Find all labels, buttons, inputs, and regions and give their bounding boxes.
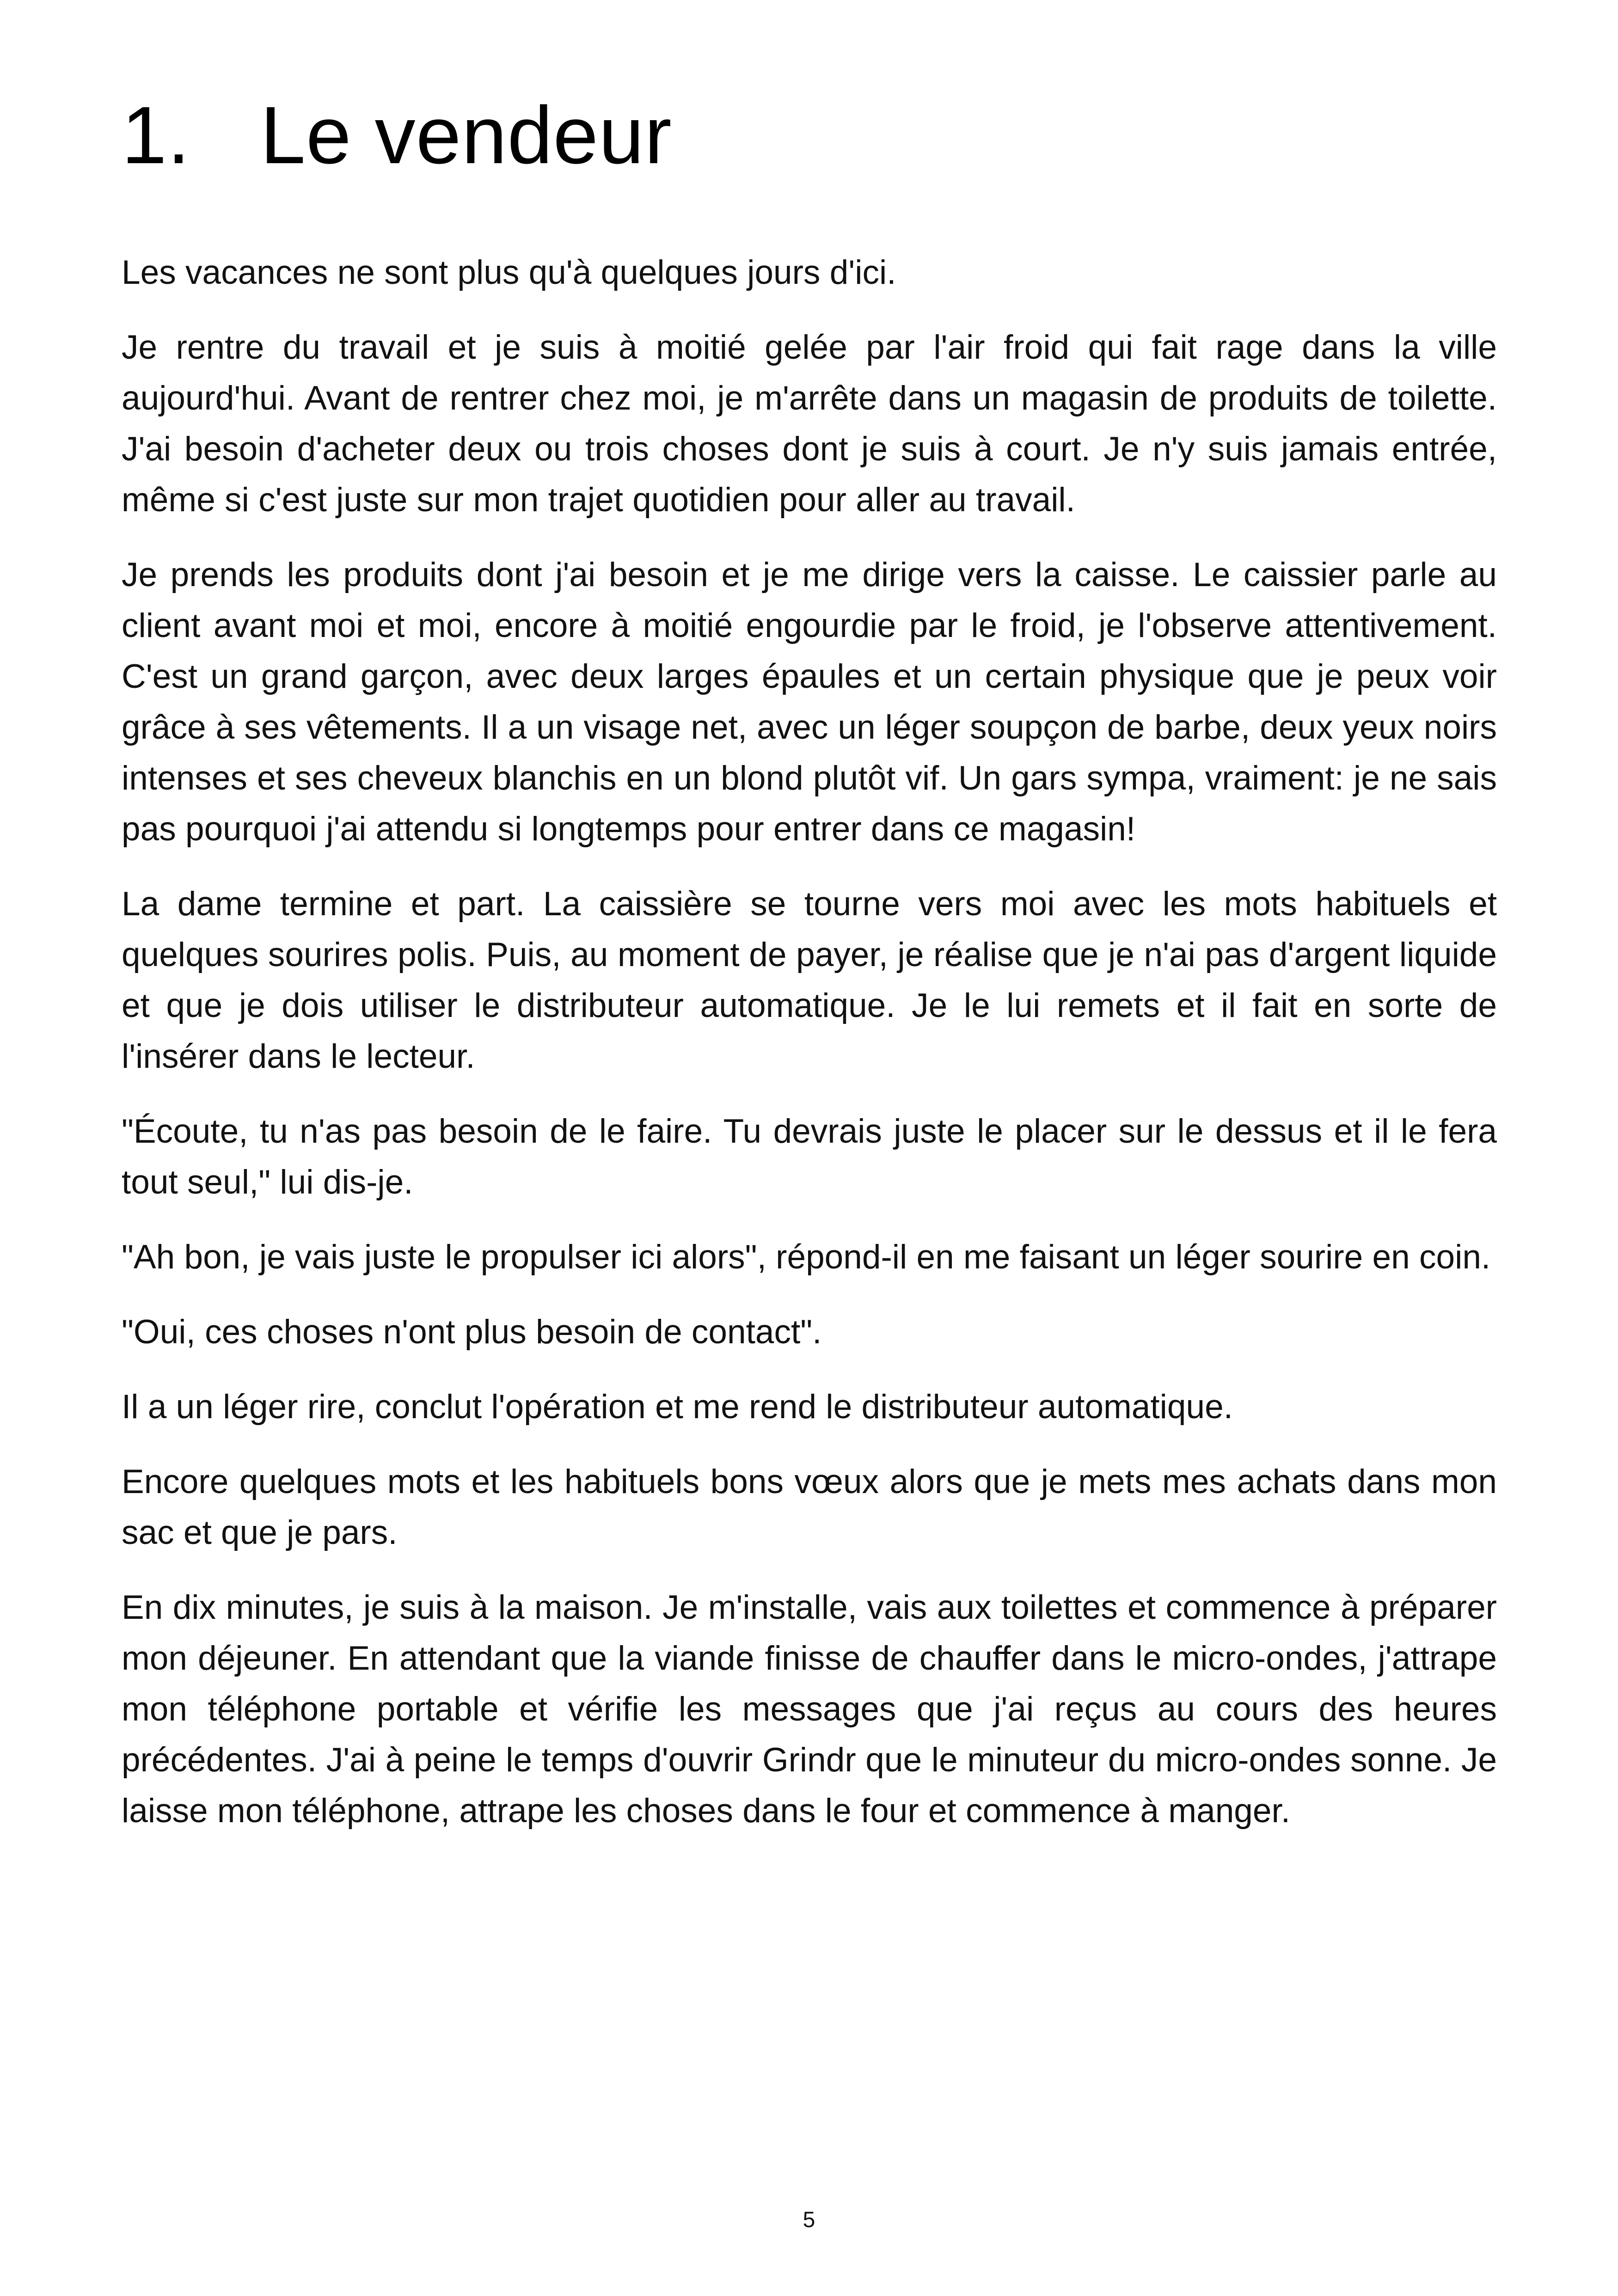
paragraph: "Oui, ces choses n'ont plus besoin de contact". — [122, 1313, 822, 1351]
paragraph: "Ah bon, je vais juste le propulser ici alors", répond-il en me faisant un léger sourire en coin. — [122, 1238, 1491, 1276]
paragraph: En dix minutes, je suis à la maison. Je m'installe, vais aux toilettes et commence à préparer mon déjeuner. En attendant que la viande finisse de chauffer dans le micro-ondes, j'attrape mon téléphone portable et vérifie les messages que j'ai reçus au cours des heures précédentes. J'ai à peine le temps d'ouvrir Grindr que le minuteur du micro-ondes sonne. Je laisse mon téléphone, attrape les choses dans le four et commence à manger. — [122, 1589, 1497, 1830]
chapter-body — [122, 247, 1497, 1861]
paragraph: Je rentre du travail et je suis à moitié gelée par l'air froid qui fait rage dans la ville aujourd'hui. Avant de rentrer chez moi, je m'arrête dans un magasin de produits de toilette. J'ai besoin d'acheter deux ou trois choses dont je suis à court. Je n'y suis jamais entrée, même si c'est juste sur mon trajet quotidien pour aller au travail. — [122, 329, 1497, 519]
paragraph: "Écoute, tu n'as pas besoin de le faire. Tu devrais juste le placer sur le dessus et il le fera tout seul," lui dis-je. — [122, 1113, 1497, 1201]
paragraph: Encore quelques mots et les habituels bons vœux alors que je mets mes achats dans mon sac et que je pars. — [122, 1463, 1497, 1551]
paragraph: Les vacances ne sont plus qu'à quelques jours d'ici. — [122, 254, 896, 291]
chapter-title: Le vendeur — [260, 90, 672, 181]
paragraph: Je prends les produits dont j'ai besoin et je me dirige vers la caisse. Le caissier parle au client avant moi et moi, encore à moitié engourdie par le froid, je l'observe attentivement. C'est un grand garçon, avec deux larges épaules et un certain physique que je peux voir grâce à ses vêtements. Il a un visage net, avec un léger soupçon de barbe, deux yeux noirs intenses et ses cheveux blanchis en un blond plutôt vif. Un gars sympa, vraiment: je ne sais pas pourquoi j'ai attendu si longtemps pour entrer dans ce magasin! — [122, 556, 1497, 848]
document-page — [122, 0, 1497, 2296]
chapter-heading — [122, 90, 672, 181]
page-number: 5 — [803, 2208, 815, 2232]
chapter-number: 1. — [122, 90, 190, 181]
paragraph: La dame termine et part. La caissière se tourne vers moi avec les mots habituels et quelques sourires polis. Puis, au moment de payer, je réalise que je n'ai pas d'argent liquide et que je dois utiliser le distributeur automatique. Je le lui remets et il fait en sorte de l'insérer dans le lecteur. — [122, 885, 1497, 1075]
paragraph: Il a un léger rire, conclut l'opération et me rend le distributeur automatique. — [122, 1388, 1233, 1426]
